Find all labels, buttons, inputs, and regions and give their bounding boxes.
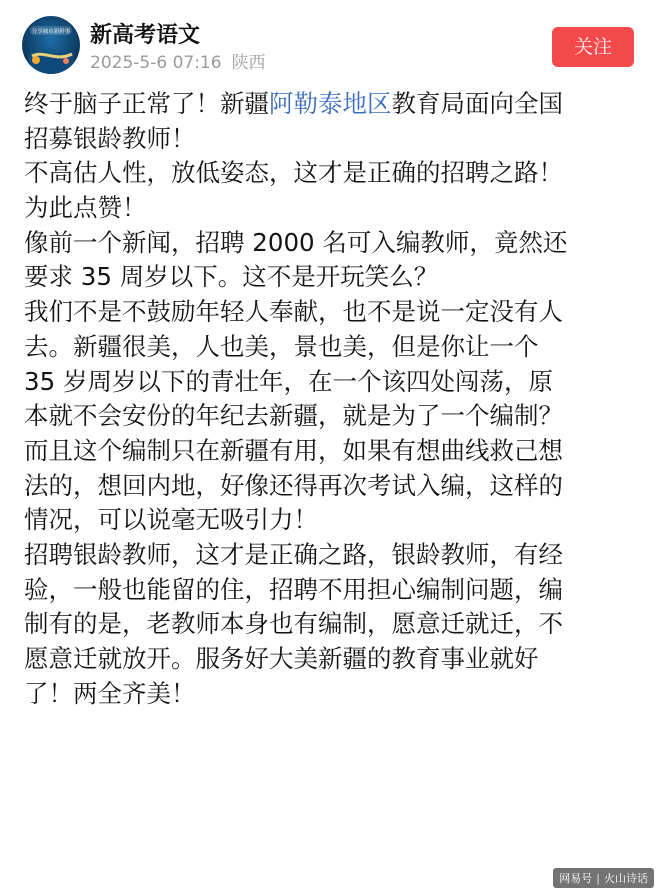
avatar-image: [22, 16, 80, 74]
article-line: 招募银龄教师！: [24, 123, 196, 153]
article-body: [24, 87, 636, 711]
avatar-caption: 分享城市新鲜事: [31, 29, 71, 35]
article-line: 而且这个编制只在新疆有用，如果有想曲线救己想: [24, 435, 563, 465]
article-line: 像前一个新闻，招聘 2000 名可入编教师，竟然还: [24, 227, 568, 257]
location-link[interactable]: 阿勒泰地区: [269, 89, 392, 118]
article-line: 招聘银龄教师，这才是正确之路，银龄教师，有经: [24, 539, 563, 569]
article-line: 不高估人性，放低姿态，这才是正确的招聘之路！: [24, 158, 563, 188]
watermark-account: 火山诗话: [604, 872, 648, 885]
article-line: 情况，可以说毫无吸引力！: [24, 505, 318, 535]
article-line: 去。新疆很美，人也美，景也美，但是你让一个: [24, 331, 539, 361]
watermark: [553, 868, 654, 888]
avatar[interactable]: [22, 16, 80, 74]
article-line: 35 岁周岁以下的青壮年，在一个该四处闯荡，原: [24, 366, 553, 396]
post-header: [0, 0, 660, 86]
article-line: 制有的是，老教师本身也有编制，愿意迁就迁，不: [24, 609, 563, 639]
watermark-source: 网易号: [559, 872, 593, 885]
post-meta: [90, 52, 266, 74]
author-name[interactable]: 新高考语文: [90, 23, 201, 48]
follow-button[interactable]: 关注: [552, 27, 634, 67]
post-date: 2025-5-6 07:16: [90, 53, 222, 73]
article-line: 了！两全齐美！: [24, 678, 196, 708]
article-line: 我们不是不鼓励年轻人奉献，也不是说一定没有人: [24, 297, 563, 327]
article-line: 验，一般也能留的住，招聘不用担心编制问题，编: [24, 574, 563, 604]
watermark-separator: |: [596, 872, 600, 885]
article-line: 要求 35 周岁以下。这不是开玩笑么？: [24, 262, 439, 292]
post-location: 陕西: [231, 53, 266, 73]
article-line: 为此点赞！: [24, 193, 147, 223]
article-line: 本就不会安份的年纪去新疆，就是为了一个编制？: [24, 401, 563, 431]
article-line: 终于脑子正常了！新疆阿勒泰地区教育局面向全国: [24, 89, 563, 118]
article-line: 法的，想回内地，好像还得再次考试入编，这样的: [24, 470, 563, 500]
article-line: 愿意迁就放开。服务好大美新疆的教育事业就好: [24, 644, 539, 673]
